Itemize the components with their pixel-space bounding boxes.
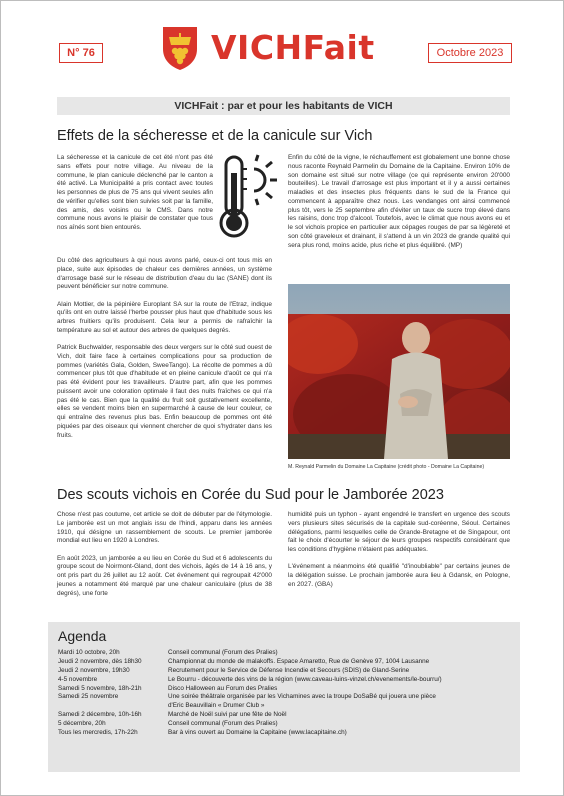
article2-paragraph: L'événement a néanmoins été qualifié "d'inoubliable" par certains jeunes de la délégation suisse. Le prochain jamborée aura lieu à Gdansk, en Pologne, en 2027. (GBA) [288,563,510,588]
agenda-date: Tous les mercredis, 17h-22h [58,729,138,737]
agenda-event: Bar à vins ouvert au Domaine la Capitaine (www.lacapitaine.ch) [168,729,347,737]
agenda-item [58,667,514,676]
agenda-date: 4-5 novembre [58,675,98,683]
article1-right-column [288,154,510,259]
article1-title: Effets de la sécheresse et de la canicule sur Vich [57,128,373,144]
agenda-item [58,702,514,711]
agenda-item [58,693,514,702]
article1-left-column [57,257,272,449]
article2-paragraph: Chose n'est pas coutume, cet article se doit de débuter par de l'étymologie. Le jamborée est un mot anglais issu de l'hindi, apparu dans les années 1910, qui désigne un rassemblement de scouts. Le premier jamborée mondial eut lieu en 1920 à Londres. [57,511,272,545]
tagline-banner: VICHFait : par et pour les habitants de VICH [57,97,510,115]
agenda-item [58,711,514,720]
agenda-date: Samedi 5 novembre, 18h-21h [58,684,142,692]
agenda-event: d'Eric Beauvillain « Drumer Club » [168,702,265,710]
article1-paragraph: Patrick Buchwalder, responsable des deux vergers sur le côté sud ouest de Vich, doit faire face à certaines complications pour sa production de pommes (variétés Gala, Golden, SweeTango). La récolte de pommes a dû commencer plus tôt que d'habitude et en pleine canicule d'août ce qui n'a pas été évident pour les travailleurs. D'autre part, afin que les pommes puissent avoir une coloration optimale il faut des nuits fraîches ce qui n'a pas été le cas. Bien que la qualité du fruit soit gustativement excellente, elles se vendent moins bien en supermarché à cause de leur couleur, ce qui entraîne des revenus plus bas. Enfin beaucoup de pommes ont été piquées par des oiseaux qui viennent chercher de quoi s'hydrater dans les fruits. [57,344,272,439]
article1-paragraph: Enfin du côté de la vigne, le réchauffement est globalement une bonne chose nous raconte Reynald Parmelin du Domaine de la Capitaine. Environ 10% de son domaine est situé sur notre village (ce qui représente environ 20'000 bouteilles). Le travail d'arrosage est plus important et il y a aussi certaines maladies et des insectes plus fréquents dans le sud de la France qui commencent à apparaître chez nous. Les vendanges ont ainsi commencé plus tôt, vers le 25 septembre afin d'éviter un taux de sucre trop élevé dans les raisins, donc trop d'alcool. Toutefois, avec le climat que nous avons eu et le sol vichois propice en particulier aux cépages rouges de par sa légèreté et son côté graveleux et drainant, il s'attend à un vin 2023 de grande qualité qui sera plus rond, moins acide, plus riche et plus équilibré. (MP) [288,154,510,249]
agenda-date: Mardi 10 octobre, 20h [58,649,120,656]
agenda-item [58,658,514,667]
vineyard-photo [288,284,510,459]
agenda-item [58,720,514,729]
article2-left-column [57,511,272,607]
agenda-date: Samedi 25 novembre [58,693,119,701]
agenda-date: Jeudi 2 novembre, dès 18h30 [58,657,142,665]
photo-caption: M. Reynald Parmelin du Domaine La Capitaine (crédit photo - Domaine La Capitaine) [288,464,485,470]
agenda-event: Disco Halloween au Forum des Pralies [168,684,278,692]
article2-paragraph: humidité puis un typhon - ayant engendré le transfert en urgence des scouts vers plusieurs sites sécurisés de la capitale sud-coréenne, Séoul. Certaines délégations, parmi lesquelles celle de Grande-Bretagne et de Singapour, ont fait le choix d'écourter le séjour de leurs groupes respectifs considérant que les conditions d'hygiène n'étaient pas adéquates. [288,511,510,553]
brand-title: VICHFait [211,28,375,67]
article2-paragraph: En août 2023, un jamborée a eu lieu en Corée du Sud et 6 adolescents du groupe scout de Noirmont-Gland, dont des vichois, âgés de 14 à 16 ans, y ont pris part du 26 juillet au 12 août. Cet événement qui regroupait 42'000 jeunes a notamment été marqué par une chaleur caniculaire (plus de 38 degrés), une forte [57,554,272,597]
article1-paragraph: Du côté des agriculteurs à qui nous avons parlé, ceux-ci ont tous mis en place, suite aux épisodes de chaleur ces dernières années, un système d'arrosage basé sur le réseau de distribution d'eau du lac (SANE) dont ils peuvent bénéficier sur notre commune. [57,257,272,291]
agenda-list [58,649,514,738]
vich-crest-icon [161,25,199,71]
agenda-event: Marché de Noël suivi par une fête de Noël [168,711,287,719]
agenda-date: Jeudi 2 novembre, 19h30 [58,666,130,674]
article1-paragraph: Alain Mottier, de la pépinière Europlant SA sur la route de l'Etraz, indique qu'ils ont en outre laissé l'herbe pousser plus haut que d'habitude sous les arbres fruitiers qu'ils produisent. Cela leur a permis de rafraîchir la température au sol et autour des arbres de quelques degrés. [57,300,272,334]
article2-title: Des scouts vichois en Corée du Sud pour le Jamborée 2023 [57,487,444,503]
agenda-item [58,649,514,658]
agenda-event: Conseil communal (Forum des Pralies) [168,649,278,656]
article1-paragraph: La sécheresse et la canicule de cet été n'ont pas été sans effets pour notre village. Au niveau de la commune, le plan canicule déclenché par le canton a été activé. La Municipalité a pris contact avec toutes les personnes de plus de 75 ans qui vivent seules afin de vérifier qu'elles sont bien suivies soit par la famille, des amis, des voisins ou le CMS. Dans notre commune nous avons le plaisir de constater que tous nos aînés sont bien entourés. [57,154,213,231]
agenda-item [58,685,514,694]
agenda-event: Championnat du monde de malakoffs. Espace Amaretto, Rue de Genève 97, 1004 Lausanne [168,657,430,665]
agenda-event: Une soirée théâtrale organisée par les Vichamines avec la troupe DoSaBé qui jouera une pièce [168,693,436,701]
agenda-item [58,729,514,738]
agenda-event: Recrutement pour le Service de Défense Incendie et Secours (SDIS) de Gland-Serine [168,666,410,674]
issue-number: N° 76 [59,43,103,63]
agenda-event: Le Bourru - découverte des vins de la région (www.caveau-luins-vinzel.ch/evenements/le-bourru/) [168,675,442,683]
agenda-date: 5 décembre, 20h [58,720,106,728]
thermometer-sun-icon [216,153,280,241]
issue-date: Octobre 2023 [428,43,512,63]
agenda-date: Samedi 2 décembre, 10h-16h [58,711,142,719]
agenda-title: Agenda [58,628,107,644]
agenda-event: Conseil communal (Forum des Pralies) [168,720,278,728]
agenda-box [48,622,520,772]
agenda-item [58,676,514,685]
article2-right-column [288,511,510,598]
